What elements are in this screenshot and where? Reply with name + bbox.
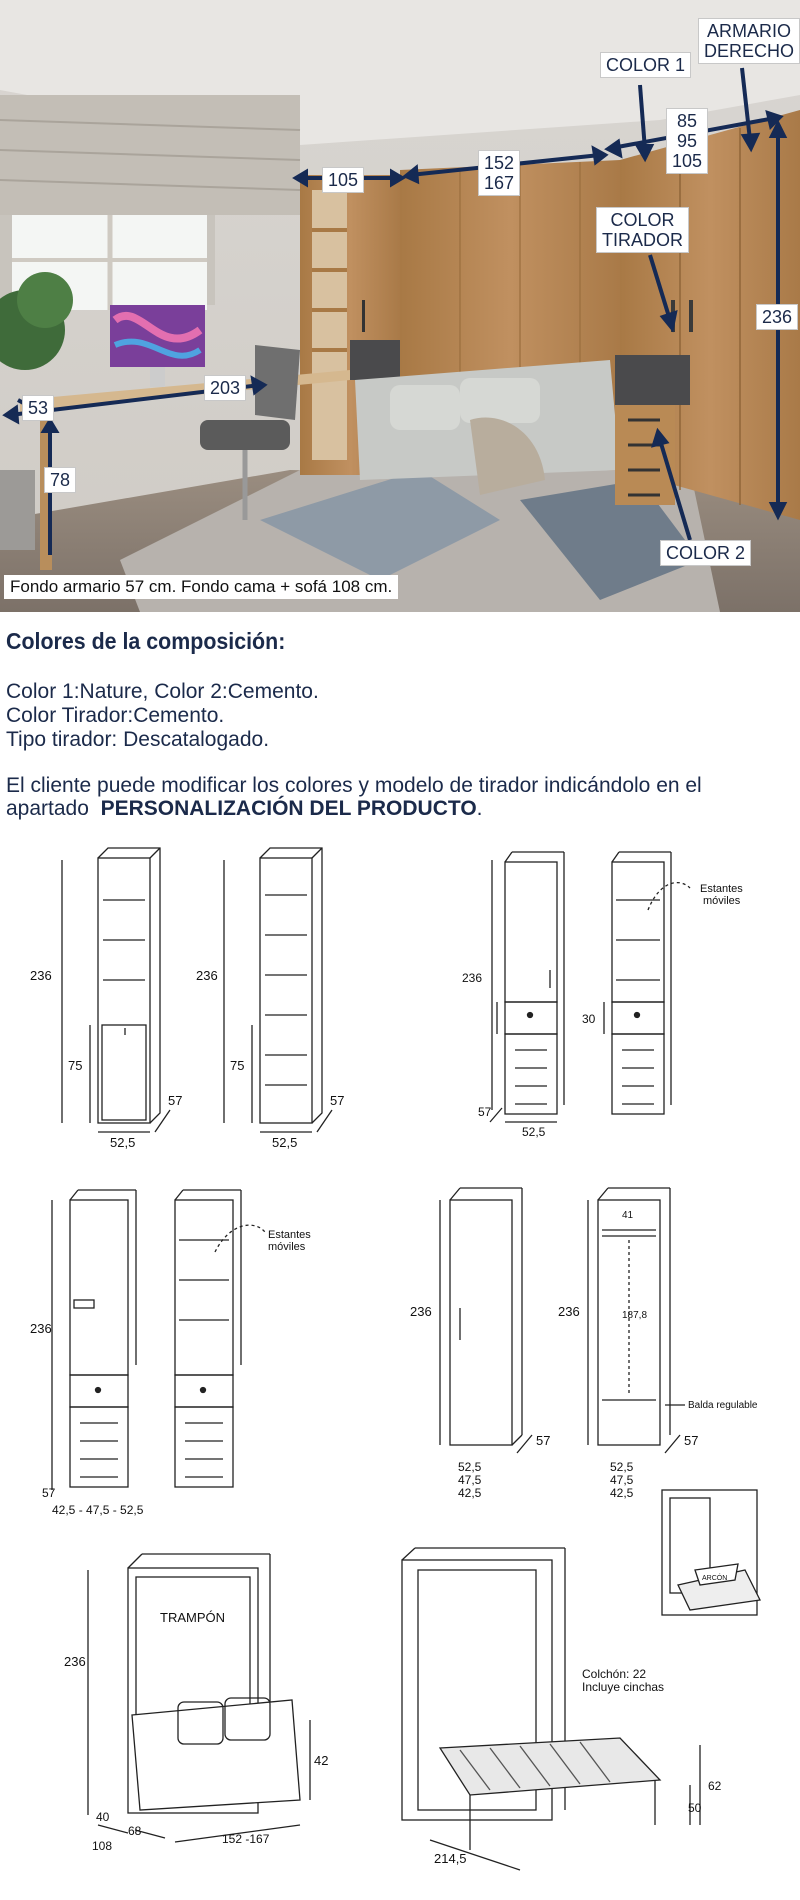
r1-w52c: 52,5: [522, 1125, 546, 1139]
width-152-167-label: 152 167: [478, 150, 520, 196]
r2-d57a: 57: [42, 1486, 56, 1500]
customization-note: [6, 774, 796, 820]
r3-colchon-2: Incluye cinchas: [582, 1680, 665, 1694]
colors-line-3: Tipo tirador: Descatalogado.: [6, 728, 270, 751]
r3-d40: 40: [96, 1810, 110, 1824]
r2-balda: Balda regulable: [688, 1400, 758, 1411]
height-236-label: 236: [756, 304, 798, 330]
armario-derecho-label: ARMARIO DERECHO: [698, 18, 800, 64]
r2-wc-1: 52,5: [610, 1460, 634, 1474]
colors-line-2: Color Tirador:Cemento.: [6, 704, 225, 727]
color1-label: COLOR 1: [600, 52, 691, 78]
technical-drawings: [0, 840, 800, 1900]
colors-title: Colores de la composición:: [6, 628, 286, 654]
r1-h30: 30: [582, 1012, 596, 1026]
r2-wb-2: 47,5: [458, 1473, 482, 1487]
r3-d68: 68: [128, 1824, 142, 1838]
depth-53-label: 53: [22, 395, 54, 421]
r1-w52a: 52,5: [110, 1135, 136, 1150]
r2-wc-3: 42,5: [610, 1486, 634, 1500]
r1-h75b: 75: [230, 1058, 245, 1073]
color-tirador-label: COLOR TIRADOR: [596, 207, 689, 253]
note-text: El cliente puede modificar los colores y modelo de tirador indicándolo en el apartado: [6, 774, 702, 820]
r1-d57b: 57: [330, 1093, 345, 1108]
r2-estantes-1: Estantes: [268, 1229, 311, 1241]
r3-w214: 214,5: [434, 1851, 467, 1866]
room-photo: [0, 0, 800, 612]
color2-label: COLOR 2: [660, 540, 751, 566]
note-end: .: [476, 797, 483, 820]
r3-d108: 108: [92, 1839, 113, 1853]
r3-arcon: ARCÓN: [702, 1575, 728, 1582]
r3-trampon: TRAMPÓN: [160, 1610, 225, 1625]
r2-d57c: 57: [684, 1433, 699, 1448]
personalization-link[interactable]: PERSONALIZACIÓN DEL PRODUCTO: [100, 797, 477, 820]
r2-h236a: 236: [30, 1321, 52, 1336]
colors-line-1: Color 1:Nature, Color 2:Cemento.: [6, 680, 319, 703]
r3-colchon-1: Colchón: 22: [582, 1667, 647, 1681]
r1-h75a: 75: [68, 1058, 83, 1073]
r2-wb-1: 52,5: [458, 1460, 482, 1474]
r2-h236b: 236: [410, 1304, 432, 1319]
height-78-label: 78: [44, 467, 76, 493]
r3-h236: 236: [64, 1654, 86, 1669]
r1-estantes-2: móviles: [703, 895, 741, 907]
r2-wrange: 42,5 - 47,5 - 52,5: [52, 1503, 144, 1517]
r1-w52b: 52,5: [272, 1135, 298, 1150]
r1-h236a: 236: [30, 968, 52, 983]
r1-estantes-1: Estantes: [700, 883, 743, 895]
r2-estantes-2: móviles: [268, 1241, 306, 1253]
width-105-label: 105: [322, 167, 364, 193]
r2-d57b: 57: [536, 1433, 551, 1448]
r1-h236b: 236: [196, 968, 218, 983]
r3-h50: 50: [688, 1801, 702, 1815]
r2-wc-2: 47,5: [610, 1473, 634, 1487]
r2-wb-3: 42,5: [458, 1486, 482, 1500]
r3-h42: 42: [314, 1753, 329, 1768]
r3-w152: 152 -167: [222, 1832, 270, 1846]
photo-caption: Fondo armario 57 cm. Fondo cama + sofá 108 cm.: [4, 575, 398, 599]
r1-h236c: 236: [462, 971, 483, 985]
room-illustration: [0, 0, 800, 612]
r2-h41: 41: [622, 1210, 634, 1221]
r1-d57a: 57: [168, 1093, 183, 1108]
width-203-label: 203: [204, 375, 246, 401]
r3-h62: 62: [708, 1779, 722, 1793]
width-85-95-105-label: 85 95 105: [666, 108, 708, 174]
r2-h236c: 236: [558, 1304, 580, 1319]
r1-d57c: 57: [478, 1105, 492, 1119]
r2-h187: 187,8: [622, 1310, 648, 1321]
